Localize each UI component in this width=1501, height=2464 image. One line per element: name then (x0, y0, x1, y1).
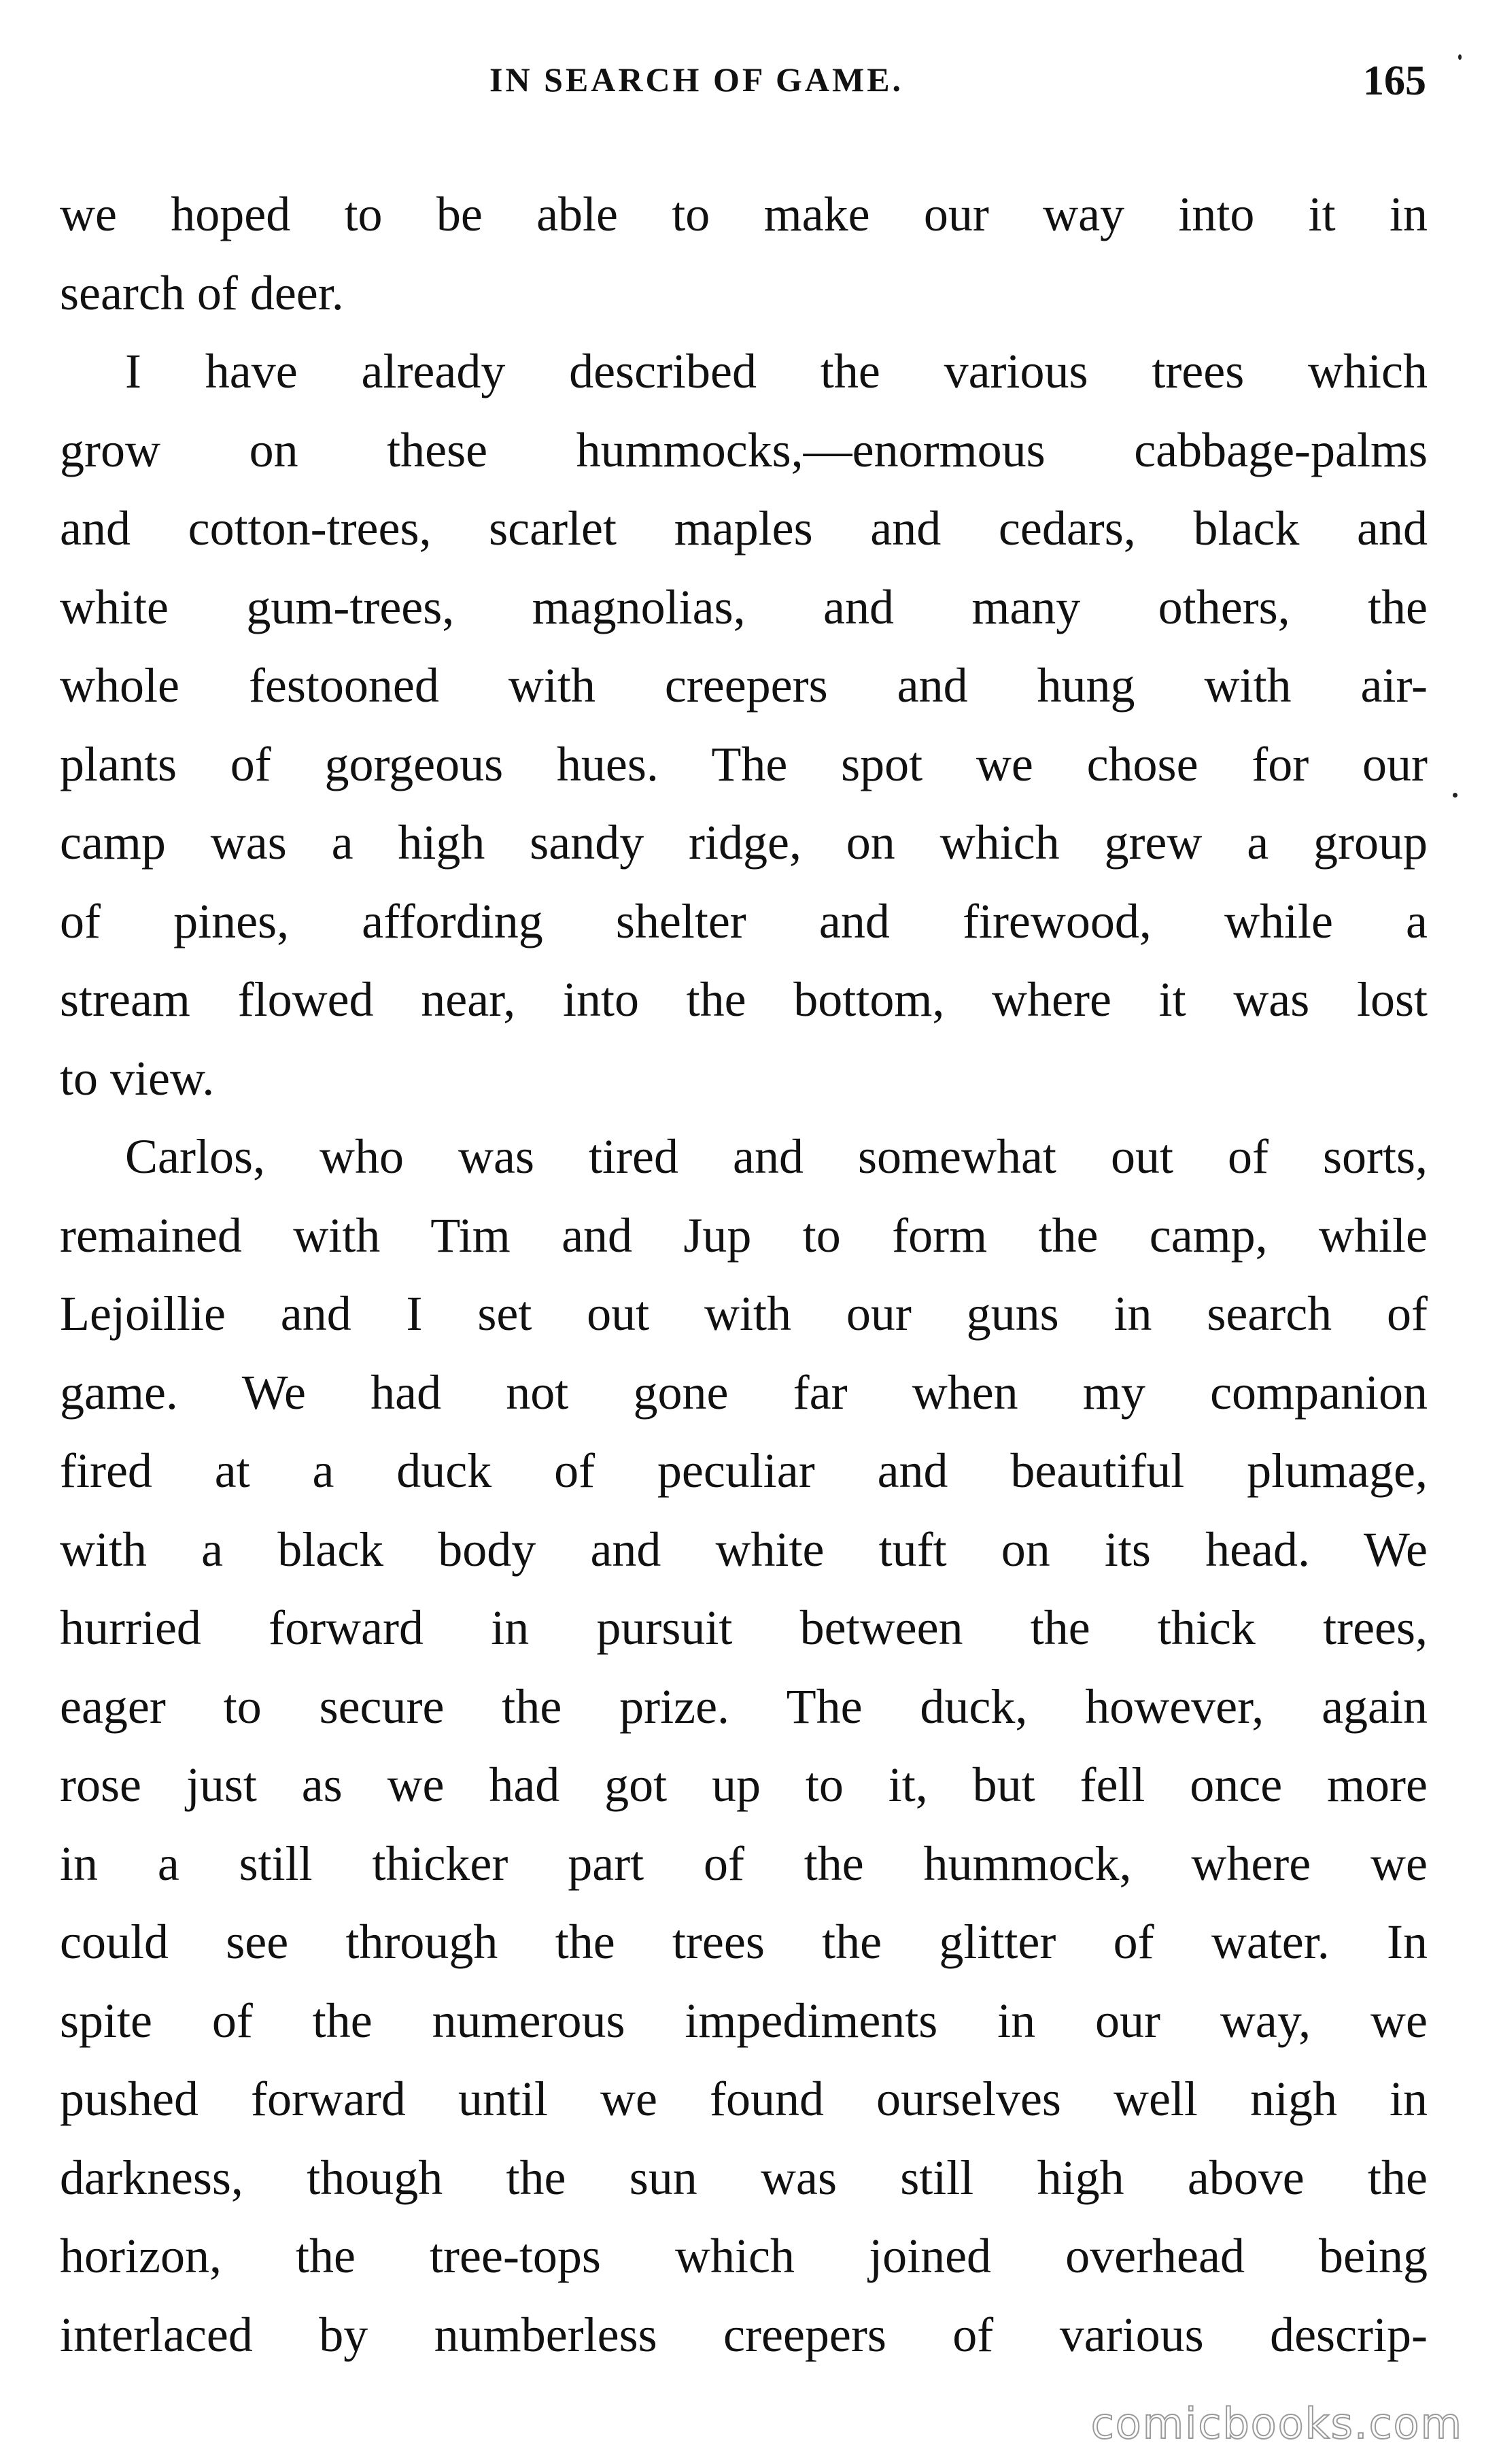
text-line: with a black body and white tuft on its head. We (60, 1522, 1428, 1577)
text-line: grow on these hummocks,—enormous cabbage-palms (60, 422, 1428, 477)
text-line: camp was a high sandy ridge, on which grew a group (60, 815, 1428, 870)
text-line: to view. (60, 1050, 215, 1106)
text-line: whole festooned with creepers and hung with air- (60, 658, 1428, 713)
text-line: could see through the trees the glitter of water. In (60, 1915, 1428, 1969)
text-line: Carlos, who was tired and somewhat out of sorts, (125, 1129, 1428, 1184)
ink-speck (1453, 793, 1457, 798)
text-line: plants of gorgeous hues. The spot we chose for our (60, 736, 1428, 791)
text-line: and cotton-trees, scarlet maples and cedars, black and (60, 501, 1428, 555)
text-line: stream flowed near, into the bottom, where it was lost (60, 972, 1428, 1027)
text-line: darkness, though the sun was still high above the (60, 2150, 1428, 2205)
text-line: search of deer. (60, 265, 344, 320)
page-number: 165 (1363, 58, 1426, 104)
text-line: white gum-trees, magnolias, and many others, the (60, 579, 1428, 634)
text-line: eager to secure the prize. The duck, however, again (60, 1679, 1428, 1734)
running-head: IN SEARCH OF GAME. (489, 61, 904, 99)
text-line: remained with Tim and Jup to form the camp, while (60, 1208, 1428, 1263)
text-line: pushed forward until we found ourselves well nigh in (60, 2072, 1428, 2126)
text-line: game. We had not gone far when my companion (60, 1365, 1428, 1420)
text-line: I have already described the various trees which (125, 344, 1428, 398)
text-line: of pines, affording shelter and firewood, while a (60, 893, 1428, 948)
text-line: rose just as we had got up to it, but fell once more (60, 1758, 1428, 1812)
text-line: hurried forward in pursuit between the thick trees, (60, 1601, 1428, 1655)
text-line: horizon, the tree-tops which joined overhead being (60, 2229, 1428, 2283)
watermark: comicbooks.com (1090, 2399, 1463, 2448)
text-line: we hoped to be able to make our way into it in (60, 187, 1428, 241)
text-line: spite of the numerous impediments in our way, we (60, 1993, 1428, 2048)
text-line: fired at a duck of peculiar and beautiful plumage, (60, 1443, 1428, 1498)
text-line: interlaced by numberless creepers of various descrip- (60, 2307, 1428, 2362)
body-text (60, 175, 1428, 2374)
text-line: Lejoillie and I set out with our guns in search of (60, 1286, 1428, 1341)
text-line: in a still thicker part of the hummock, where we (60, 1836, 1428, 1891)
ink-speck (1458, 54, 1462, 60)
